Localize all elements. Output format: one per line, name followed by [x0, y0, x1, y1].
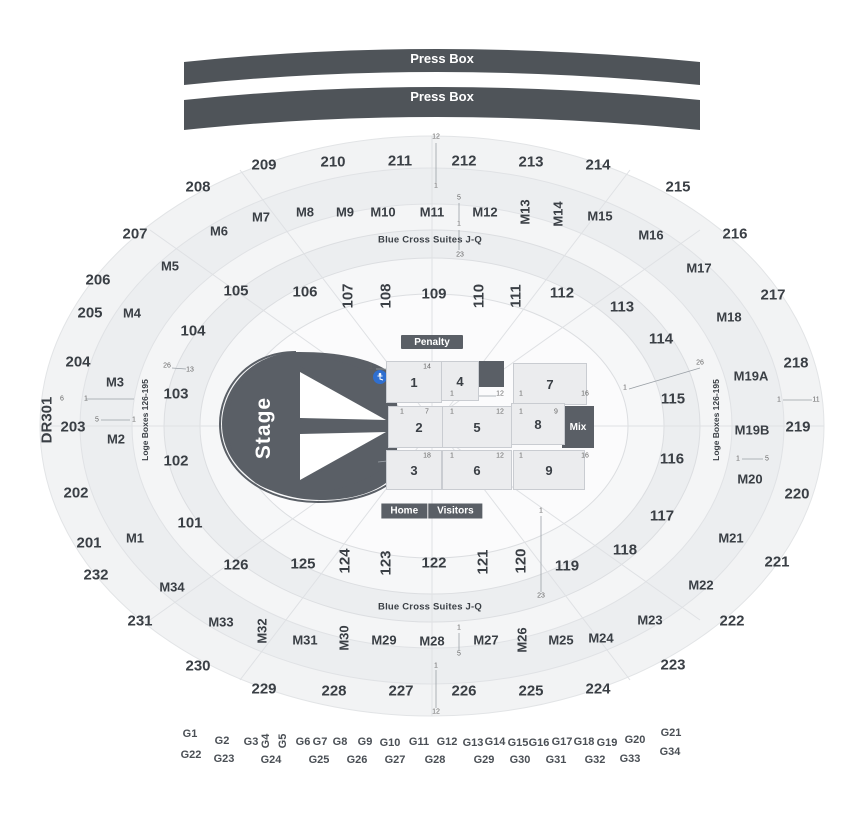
- row-marker-7: 7: [425, 408, 429, 416]
- row-marker-16: 16: [581, 452, 589, 460]
- section-220[interactable]: 220: [784, 485, 810, 503]
- section-218[interactable]: 218: [783, 354, 809, 372]
- section-g25[interactable]: G25: [308, 754, 330, 766]
- section-120[interactable]: 120: [512, 548, 530, 574]
- row-marker-1: 1: [519, 452, 523, 460]
- section-208[interactable]: 208: [185, 178, 211, 196]
- section-229[interactable]: 229: [251, 680, 277, 698]
- row-marker-1: 1: [457, 624, 461, 632]
- row-marker-1: 1: [132, 416, 136, 424]
- section-m6[interactable]: M6: [209, 223, 229, 239]
- section-m25[interactable]: M25: [548, 632, 574, 648]
- pit-1-label: [309, 389, 335, 411]
- floor-section-8[interactable]: 8: [511, 403, 565, 445]
- row-marker-23: 23: [537, 592, 545, 600]
- section-m10[interactable]: M10: [370, 204, 396, 220]
- row-marker-1: 1: [434, 182, 438, 190]
- section-124[interactable]: 124: [336, 548, 354, 574]
- floor-section-9[interactable]: 9: [513, 450, 585, 490]
- section-101[interactable]: 101: [177, 514, 203, 532]
- section-g31[interactable]: G31: [545, 754, 567, 766]
- section-206[interactable]: 206: [85, 271, 111, 289]
- section-210[interactable]: 210: [320, 153, 346, 171]
- section-m8[interactable]: M8: [295, 204, 315, 220]
- section-219[interactable]: 219: [785, 418, 811, 436]
- floor-section-7[interactable]: 7: [513, 363, 587, 405]
- section-108[interactable]: 108: [377, 283, 395, 309]
- section-215[interactable]: 215: [665, 178, 691, 196]
- row-marker-16: 16: [581, 390, 589, 398]
- section-m7[interactable]: M7: [251, 209, 271, 225]
- section-114[interactable]: 114: [648, 330, 674, 348]
- row-marker-26: 26: [163, 362, 171, 370]
- section-201[interactable]: 201: [76, 534, 102, 552]
- section-g21[interactable]: G21: [660, 727, 682, 739]
- section-111[interactable]: 111: [507, 284, 525, 308]
- section-125[interactable]: 125: [290, 555, 316, 573]
- row-marker-5: 5: [457, 650, 461, 658]
- floor-section-2[interactable]: 2: [388, 406, 450, 448]
- section-225[interactable]: 225: [518, 682, 544, 700]
- section-m18[interactable]: M18: [716, 309, 742, 325]
- row-marker-9: 9: [554, 408, 558, 416]
- row-marker-1: 1: [434, 662, 438, 670]
- section-m22[interactable]: M22: [688, 577, 714, 593]
- section-105[interactable]: 105: [223, 282, 249, 300]
- section-g6[interactable]: G6: [295, 736, 311, 748]
- section-102[interactable]: 102: [163, 452, 189, 470]
- section-g7[interactable]: G7: [312, 736, 328, 748]
- section-g12[interactable]: G12: [436, 736, 458, 748]
- section-212[interactable]: 212: [451, 152, 477, 170]
- row-marker-26: 26: [696, 359, 704, 367]
- section-m34[interactable]: M34: [159, 579, 185, 595]
- section-216[interactable]: 216: [722, 225, 748, 243]
- section-g3[interactable]: G3: [243, 736, 259, 748]
- section-g26[interactable]: G26: [346, 754, 368, 766]
- section-m9[interactable]: M9: [335, 204, 355, 220]
- section-m3[interactable]: M3: [105, 374, 125, 390]
- section-110[interactable]: 110: [470, 283, 488, 309]
- section-m2[interactable]: M2: [106, 431, 126, 447]
- section-g30[interactable]: G30: [509, 754, 531, 766]
- section-217[interactable]: 217: [760, 286, 786, 304]
- pit-1-name: SLGA: [308, 389, 336, 400]
- loge-boxes-left: Loge Boxes 126-195: [140, 379, 150, 461]
- row-marker-12: 12: [496, 452, 504, 460]
- press-box-1: [184, 44, 700, 72]
- section-g10[interactable]: G10: [379, 737, 401, 749]
- section-m23[interactable]: M23: [637, 612, 663, 628]
- section-g19[interactable]: G19: [596, 737, 618, 749]
- section-m1[interactable]: M1: [125, 530, 145, 546]
- section-m24[interactable]: M24: [588, 630, 614, 646]
- row-marker-11: 11: [812, 396, 820, 404]
- section-107[interactable]: 107: [339, 283, 357, 309]
- section-222[interactable]: 222: [719, 612, 745, 630]
- row-marker-13: 13: [186, 366, 194, 374]
- section-115[interactable]: 115: [660, 390, 686, 408]
- section-g33[interactable]: G33: [619, 753, 641, 765]
- row-marker-1: 1: [623, 384, 627, 392]
- row-marker-12: 12: [432, 708, 440, 716]
- section-g16[interactable]: G16: [528, 737, 550, 749]
- section-g20[interactable]: G20: [624, 734, 646, 746]
- section-221[interactable]: 221: [764, 553, 790, 571]
- section-204[interactable]: 204: [65, 353, 91, 371]
- section-227[interactable]: 227: [388, 682, 414, 700]
- row-marker-1: 1: [400, 408, 404, 416]
- row-marker-12: 12: [432, 133, 440, 141]
- section-m29[interactable]: M29: [371, 632, 397, 648]
- suites-label-top: Blue Cross Suites J-Q: [378, 234, 482, 246]
- section-m33[interactable]: M33: [208, 614, 234, 630]
- section-m30[interactable]: M30: [336, 625, 352, 651]
- penalty-box: Penalty: [401, 335, 463, 349]
- floor-section-3[interactable]: 3: [386, 450, 442, 490]
- section-m27[interactable]: M27: [473, 632, 499, 648]
- row-marker-1: 1: [450, 390, 454, 398]
- section-m15[interactable]: M15: [587, 208, 613, 224]
- section-m5[interactable]: M5: [160, 258, 180, 274]
- section-m17[interactable]: M17: [686, 260, 712, 276]
- row-marker-1: 1: [736, 455, 740, 463]
- section-m14[interactable]: M14: [550, 201, 566, 227]
- row-marker-5: 5: [457, 194, 461, 202]
- section-116[interactable]: 116: [659, 450, 685, 468]
- row-marker-1: 1: [450, 452, 454, 460]
- row-marker-12: 12: [496, 408, 504, 416]
- section-202[interactable]: 202: [63, 484, 89, 502]
- section-m12[interactable]: M12: [472, 204, 498, 220]
- section-209[interactable]: 209: [251, 156, 277, 174]
- section-g23[interactable]: G23: [213, 753, 235, 765]
- section-228[interactable]: 228: [321, 682, 347, 700]
- section-211[interactable]: 211: [387, 152, 413, 170]
- accessible-icon: [373, 370, 387, 384]
- section-109[interactable]: 109: [421, 285, 447, 303]
- section-119[interactable]: 119: [554, 557, 580, 575]
- section-205[interactable]: 205: [77, 304, 103, 322]
- mix-box[interactable]: Mix: [562, 406, 594, 448]
- section-112[interactable]: 112: [549, 284, 575, 302]
- press-box-label: Press Box: [410, 50, 474, 66]
- section-213[interactable]: 213: [518, 153, 544, 171]
- section-g8[interactable]: G8: [332, 736, 348, 748]
- section-226[interactable]: 226: [451, 682, 477, 700]
- section-g13[interactable]: G13: [462, 737, 484, 749]
- row-marker-1: 1: [457, 220, 461, 228]
- section-g11[interactable]: G11: [408, 736, 430, 748]
- row-marker-1: 1: [539, 507, 543, 515]
- row-marker-1: 1: [84, 395, 88, 403]
- section-224[interactable]: 224: [585, 680, 611, 698]
- section-m19a[interactable]: M19A: [733, 368, 769, 384]
- row-marker-23: 23: [456, 251, 464, 259]
- row-marker-1: 1: [450, 408, 454, 416]
- section-207[interactable]: 207: [122, 225, 148, 243]
- row-marker-1: 1: [777, 396, 781, 404]
- press-box-2: [184, 82, 700, 110]
- bench-bar: [381, 504, 482, 519]
- section-m11[interactable]: M11: [419, 204, 445, 220]
- section-g2[interactable]: G2: [214, 735, 230, 747]
- section-230[interactable]: 230: [185, 657, 211, 675]
- section-g15[interactable]: G15: [507, 737, 529, 749]
- row-marker-1: 1: [519, 390, 523, 398]
- section-g28[interactable]: G28: [424, 754, 446, 766]
- row-marker-14: 14: [423, 363, 431, 371]
- row-marker-18: 18: [423, 452, 431, 460]
- section-g17[interactable]: G17: [551, 736, 573, 748]
- section-m16[interactable]: M16: [638, 227, 664, 243]
- row-marker-1: 1: [369, 363, 373, 371]
- section-m26[interactable]: M26: [514, 627, 530, 653]
- section-g5[interactable]: G5: [277, 733, 289, 749]
- loge-boxes-right: Loge Boxes 126-195: [711, 379, 721, 461]
- section-g32[interactable]: G32: [584, 754, 606, 766]
- section-m20[interactable]: M20: [737, 471, 763, 487]
- section-214[interactable]: 214: [585, 156, 611, 174]
- suites-label-bottom: Blue Cross Suites J-Q: [378, 601, 482, 613]
- section-118[interactable]: 118: [612, 541, 638, 559]
- pit-1-sub: Pit 1: [311, 400, 333, 411]
- section-203[interactable]: 203: [60, 418, 86, 436]
- section-g14[interactable]: G14: [484, 736, 506, 748]
- section-dr301[interactable]: DR301: [38, 396, 56, 444]
- section-117[interactable]: 117: [649, 507, 675, 525]
- section-g1[interactable]: G1: [182, 728, 198, 740]
- home-bench: Home: [381, 504, 428, 519]
- section-m28[interactable]: M28: [419, 633, 445, 649]
- section-g24[interactable]: G24: [260, 754, 282, 766]
- row-marker-5: 5: [95, 416, 99, 424]
- section-g29[interactable]: G29: [473, 754, 495, 766]
- floor-section-6[interactable]: 6: [442, 450, 512, 490]
- pit-2-label: [308, 441, 335, 463]
- section-g9[interactable]: G9: [357, 736, 373, 748]
- row-marker-5: 5: [765, 455, 769, 463]
- section-g27[interactable]: G27: [384, 754, 406, 766]
- section-m4[interactable]: M4: [122, 305, 142, 321]
- section-122[interactable]: 122: [421, 554, 447, 572]
- section-104[interactable]: 104: [180, 322, 206, 340]
- section-232[interactable]: 232: [83, 566, 109, 584]
- section-106[interactable]: 106: [292, 283, 318, 301]
- press-box-label: Press Box: [410, 88, 474, 104]
- pit-2-name: SRGA: [308, 441, 336, 452]
- section-103[interactable]: 103: [163, 385, 189, 403]
- section-g4[interactable]: G4: [260, 733, 272, 749]
- visitors-bench: Visitors: [428, 504, 483, 519]
- floor-section-4[interactable]: 4: [441, 361, 479, 401]
- section-126[interactable]: 126: [223, 556, 249, 574]
- section-223[interactable]: 223: [660, 656, 686, 674]
- row-marker-12: 12: [496, 390, 504, 398]
- row-marker-6: 6: [60, 395, 64, 403]
- section-m31[interactable]: M31: [292, 632, 318, 648]
- section-231[interactable]: 231: [127, 612, 153, 630]
- pit-2-sub: Pit 2: [311, 452, 333, 463]
- stage-label: Stage: [252, 396, 275, 460]
- section-m13[interactable]: M13: [517, 199, 533, 225]
- section-g34[interactable]: G34: [659, 746, 681, 758]
- section-m21[interactable]: M21: [718, 530, 744, 546]
- section-g18[interactable]: G18: [573, 736, 595, 748]
- floor-section-1[interactable]: 1: [386, 361, 442, 403]
- section-123[interactable]: 123: [377, 550, 395, 576]
- section-g22[interactable]: G22: [180, 749, 202, 761]
- section-113[interactable]: 113: [609, 298, 635, 316]
- section-m19b[interactable]: M19B: [734, 422, 770, 438]
- section-m32[interactable]: M32: [254, 618, 270, 644]
- row-marker-1: 1: [519, 408, 523, 416]
- floor-section-5[interactable]: 5: [442, 406, 512, 448]
- section-121[interactable]: 121: [474, 549, 492, 575]
